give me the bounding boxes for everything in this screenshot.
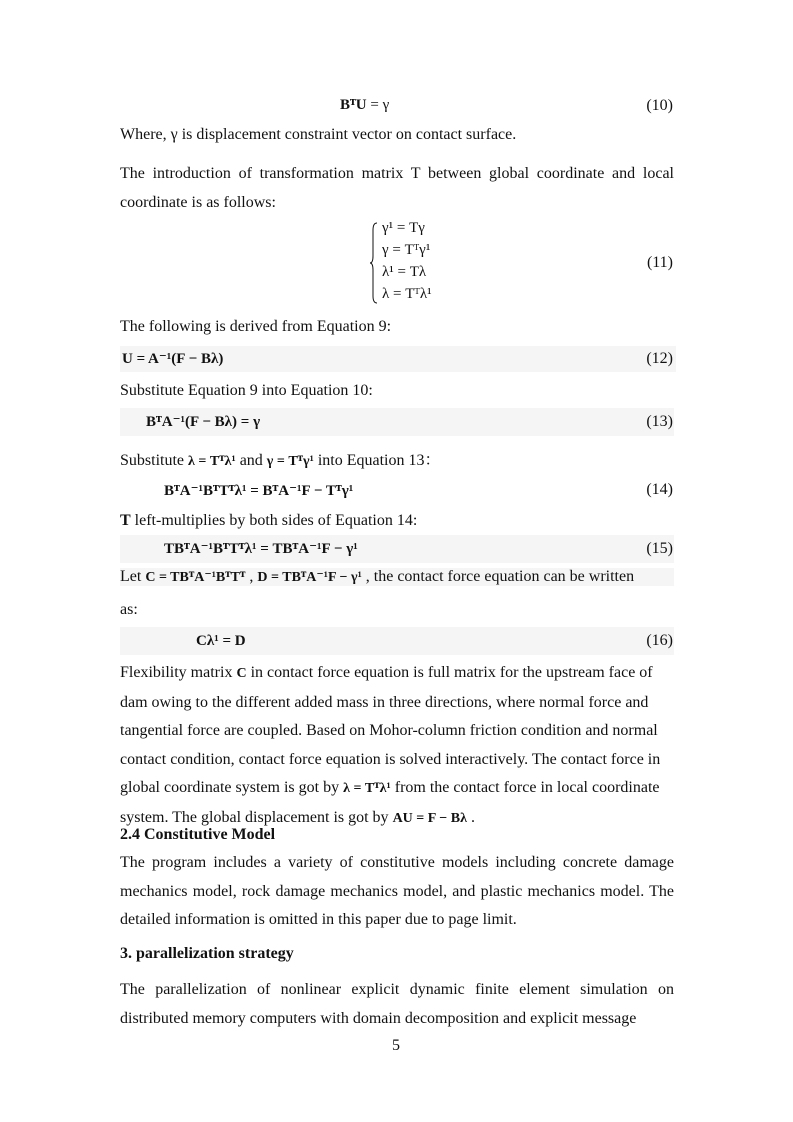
equation-11-line-4: λ = Tᵀλ¹ xyxy=(382,286,432,302)
paragraph-substitute-1: Substitute Equation 9 into Equation 10: xyxy=(120,382,373,399)
equation-12-expression: U = A⁻¹(F − Bλ) xyxy=(122,351,224,367)
inline-math-lambda-global: λ = Tᵀλ¹ xyxy=(343,781,391,797)
paragraph-flexibility-line-1 xyxy=(120,659,674,689)
paragraph-constitutive: The program includes a variety of constitutive models including concrete damage mechanics model, rock damage mechanics model, and plastic mechanics model. The detailed information is omitted in this paper due to page limit. xyxy=(120,854,674,929)
text-span: . xyxy=(467,808,475,826)
paragraph-substitute-2 xyxy=(120,447,440,470)
text-span: Let xyxy=(120,568,146,585)
left-brace-icon xyxy=(370,222,378,304)
equation-10-lhs: BᵀU xyxy=(340,97,367,113)
inline-math-displacement: AU = F − Bλ xyxy=(392,810,467,826)
equation-13 xyxy=(120,408,674,436)
paragraph-let-line-1 xyxy=(120,568,674,586)
text-span: Flexibility matrix xyxy=(120,664,237,681)
inline-math-c: C xyxy=(236,666,247,681)
paragraph-intro: The introduction of transformation matrix T between global coordinate and local coordinate is as follows: xyxy=(120,165,674,211)
equation-13-expression: BᵀA⁻¹(F − Bλ) = γ xyxy=(146,414,261,430)
text-span: left-multiplies by both sides of Equation 14: xyxy=(130,512,418,529)
text-span: in contact force equation is full matrix for the upstream face of xyxy=(246,664,653,681)
paragraph-flexibility-line-3: tangential force are coupled. Based on Mohor-column friction condition and normal xyxy=(120,722,658,740)
paragraph-parallelization: The parallelization of nonlinear explicit dynamic finite element simulation on distributed memory computers with domain decomposition and explicit message xyxy=(120,981,674,1027)
equation-15-number: (15) xyxy=(646,540,673,557)
equation-11-line-1: γ¹ = Tγ xyxy=(382,220,425,236)
equation-15-expression: TBᵀA⁻¹BᵀTᵀλ¹ = TBᵀA⁻¹F − γ¹ xyxy=(164,541,358,557)
equation-16-number: (16) xyxy=(646,632,673,649)
equation-12-number: (12) xyxy=(646,350,673,367)
paragraph-left-multiplies xyxy=(120,512,417,530)
paragraph-let-line-2: as: xyxy=(120,601,138,618)
equation-16-expression: Cλ¹ = D xyxy=(196,633,246,649)
inline-math-t: T xyxy=(120,512,131,529)
equation-16 xyxy=(120,627,674,655)
page-number: 5 xyxy=(392,1037,400,1054)
paragraph-flexibility xyxy=(120,659,674,834)
text-span: into Equation 13： xyxy=(313,452,441,469)
paragraph-flexibility-line-4: contact condition, contact force equation is solved interactively. The contact force in xyxy=(120,750,661,768)
equation-11-number: (11) xyxy=(646,254,673,271)
section-heading-3: 3. parallelization strategy xyxy=(120,945,294,962)
equation-13-number: (13) xyxy=(646,413,673,430)
equation-11-line-3: λ¹ = Tλ xyxy=(382,264,427,280)
equation-14-number: (14) xyxy=(646,481,673,498)
inline-math-gamma: γ = Tᵀγ¹ xyxy=(266,454,314,469)
text-span: from the contact force in local coordinate xyxy=(390,779,660,797)
equation-10 xyxy=(340,97,389,114)
paragraph-flexibility-line-2: dam owing to the different added mass in three directions, where normal force and xyxy=(120,693,649,711)
inline-math-c-def: C = TBᵀA⁻¹BᵀTᵀ xyxy=(145,570,246,585)
paragraph-flexibility-line-5 xyxy=(120,774,674,804)
paragraph-derived: The following is derived from Equation 9: xyxy=(120,318,392,335)
inline-math-lambda: λ = Tᵀλ¹ xyxy=(188,454,236,469)
text-span: system. The global displacement is got by xyxy=(120,808,393,826)
text-span: Substitute xyxy=(120,452,189,469)
equation-11-line-2: γ = Tᵀγ¹ xyxy=(382,242,431,258)
equation-10-number: (10) xyxy=(646,97,673,114)
equation-10-rhs: = γ xyxy=(366,97,390,113)
equation-12 xyxy=(120,346,676,372)
equation-15 xyxy=(120,535,674,563)
inline-math-d-def: D = TBᵀA⁻¹F − γ¹ xyxy=(257,570,362,585)
section-heading-2-4: 2.4 Constitutive Model xyxy=(120,826,276,843)
text-span: , xyxy=(245,568,258,585)
text-span: and xyxy=(235,452,267,469)
paragraph-where: Where, γ is displacement constraint vector on contact surface. xyxy=(120,126,517,143)
equation-14: BᵀA⁻¹BᵀTᵀλ¹ = BᵀA⁻¹F − Tᵀγ¹ xyxy=(164,483,354,499)
text-span: global coordinate system is got by xyxy=(120,779,344,797)
text-span: , the contact force equation can be written xyxy=(361,568,635,585)
